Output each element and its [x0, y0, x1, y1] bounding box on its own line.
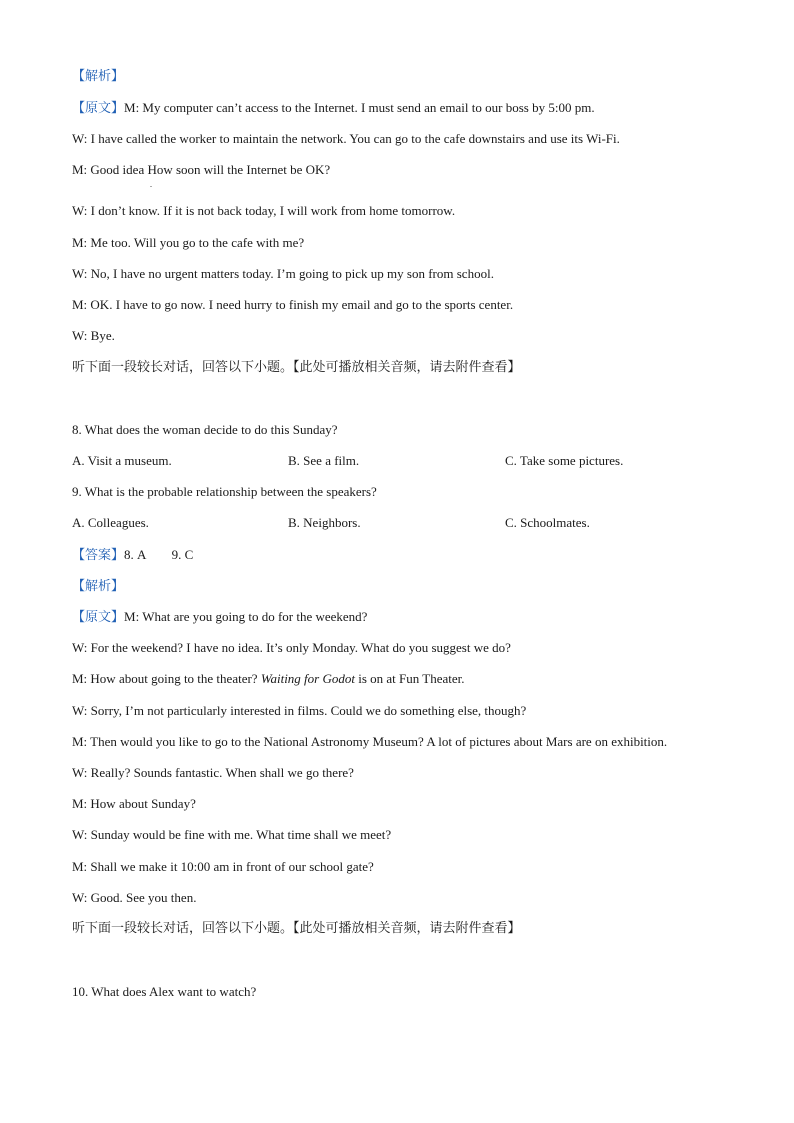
analysis-label: 【解析】	[72, 578, 125, 593]
original-text-label: 【原文】	[72, 609, 125, 624]
transcript-line: W: No, I have no urgent matters today. I’m going to pick up my son from school.	[72, 266, 494, 281]
transcript-line: W: Good. See you then.	[72, 890, 197, 905]
transcript-line: M: Shall we make it 10:00 am in front of our school gate?	[72, 859, 374, 874]
answer-line	[72, 547, 193, 563]
analysis-label: 【解析】	[72, 68, 125, 83]
question-stem: 8. What does the woman decide to do this Sunday?	[72, 422, 338, 437]
transcript-line: W: I don’t know. If it is not back today, I will work from home tomorrow.	[72, 203, 456, 218]
transcript-line: W: Sunday would be fine with me. What time shall we meet?	[72, 827, 392, 842]
transcript-line: M: Then would you like to go to the National Astronomy Museum? A lot of pictures about Mars are on exhibition.	[72, 734, 668, 749]
option-c: C. Take some pictures.	[505, 453, 624, 468]
stray-dot: .	[150, 180, 152, 189]
transcript-line: M: How about Sunday?	[72, 796, 196, 811]
option-c: C. Schoolmates.	[505, 515, 590, 530]
transcript-line: W: Really? Sounds fantastic. When shall we go there?	[72, 765, 354, 780]
original-text-label: 【原文】	[72, 100, 125, 115]
question-stem: 10. What does Alex want to watch?	[72, 984, 257, 999]
transcript-line: M: OK. I have to go now. I need hurry to finish my email and go to the sports center.	[72, 297, 514, 312]
transcript-line: W: Sorry, I’m not particularly interested in films. Could we do something else, though?	[72, 703, 527, 718]
transcript-line: 【原文】M: What are you going to do for the weekend?	[72, 609, 368, 624]
transcript-line: 【原文】M: My computer can’t access to the Internet. I must send an email to our boss by 5:00 pm.	[72, 100, 595, 115]
option-b: B. See a film.	[288, 453, 360, 468]
transcript-line: W: For the weekend? I have no idea. It’s only Monday. What do you suggest we do?	[72, 640, 511, 655]
transcript-line: W: I have called the worker to maintain the network. You can go to the cafe downstairs and use its Wi-Fi.	[72, 131, 620, 146]
answer-text: 8. A 9. C	[124, 547, 194, 562]
transcript-line: M: How about going to the theater? Waiting for Godot is on at Fun Theater.	[72, 671, 465, 686]
transcript-line: M: Good idea How soon will the Internet be OK?	[72, 162, 331, 177]
answer-label: 【答案】	[72, 547, 125, 562]
question-stem: 9. What is the probable relationship between the speakers?	[72, 484, 377, 499]
transcript-line: W: Bye.	[72, 328, 115, 343]
option-b: B. Neighbors.	[288, 515, 361, 530]
option-a: A. Colleagues.	[72, 515, 149, 530]
transcript-line: M: Me too. Will you go to the cafe with me?	[72, 235, 305, 250]
play-title: Waiting for Godot	[260, 671, 355, 686]
option-a: A. Visit a museum.	[72, 453, 172, 468]
listening-instruction: 听下面一段较长对话，回答以下小题。【此处可播放相关音频，请去附件查看】	[72, 360, 521, 375]
listening-instruction: 听下面一段较长对话，回答以下小题。【此处可播放相关音频，请去附件查看】	[72, 921, 521, 936]
